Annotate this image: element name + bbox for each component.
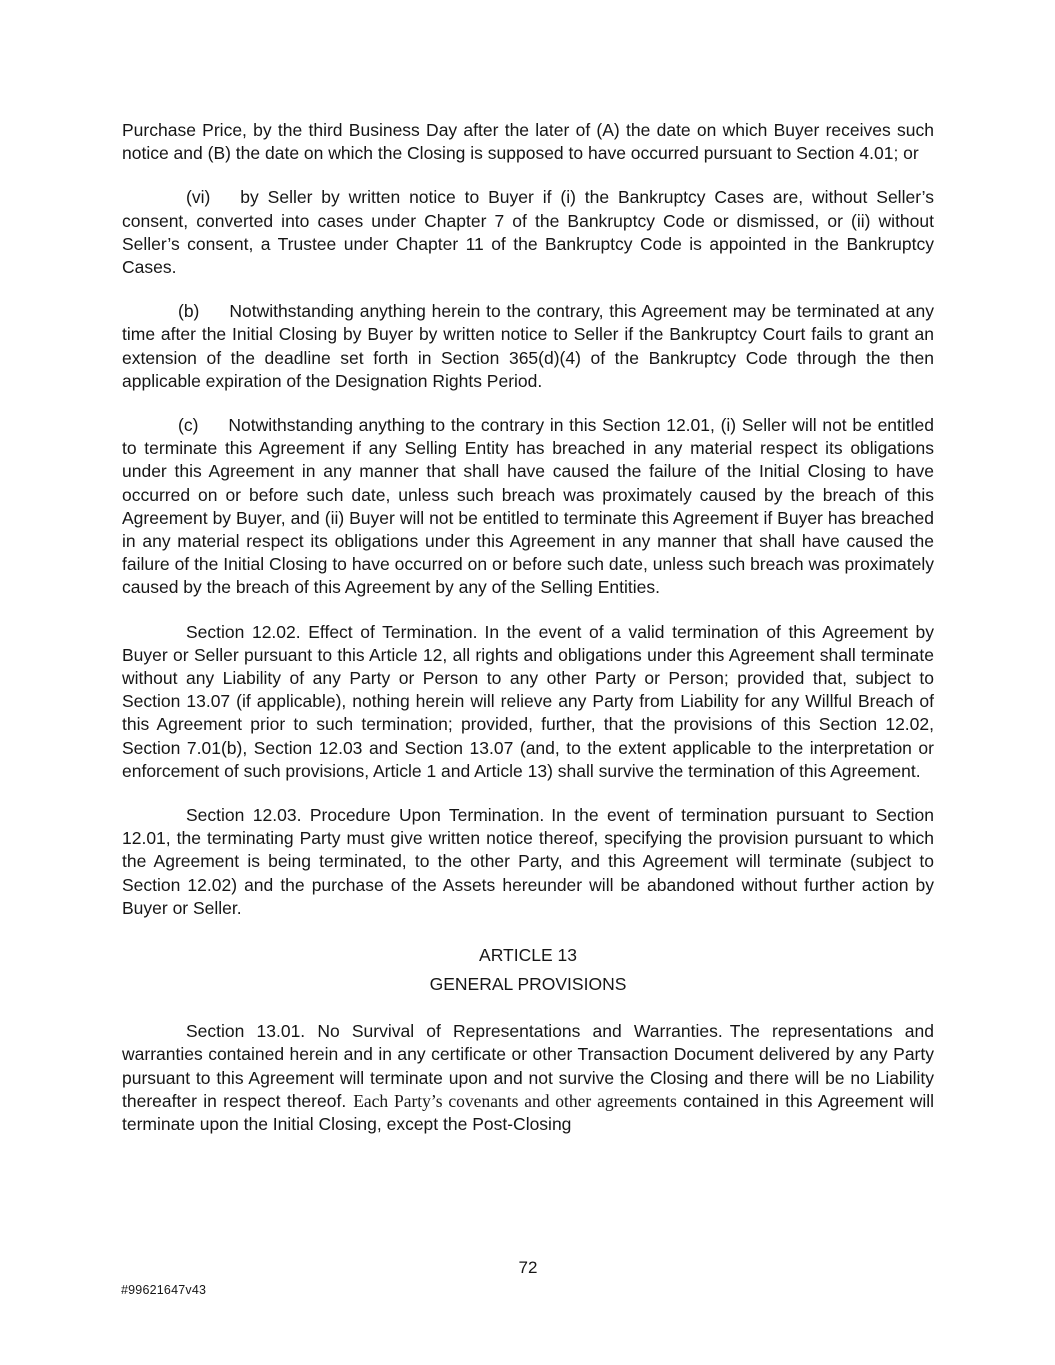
section-13-01-text-sans: The representations and warranties contained herein and in any certificate or other Transaction Document delivered by any Party pursuant to this Agreement will terminate upon and not survive the Closing and there will be no Liability thereafter in respect thereof.	[122, 1021, 934, 1111]
paragraph-b-label: (b)	[178, 301, 200, 322]
section-13-01-text-sans-cont: contained in this Agreement will terminate upon the Initial Closing, except the Post-Closing	[122, 1090, 934, 1134]
section-12-02-text: In the event of a valid termination of this Agreement by Buyer or Seller pursuant to this Article 12, all rights and obligations under this Agreement shall terminate without any Liability of any Party or Person to any other Party or Person; provided that, subject to Section 13.07 (if applicable), nothing herein will relieve any Party from Liability for any Willful Breach of this Agreement prior to such termination; provided, further, that the provisions of this Section 12.02, Section 7.01(b), Section 12.03 and Section 13.07 (and, to the extent applicable to the interpretation or enforcement of such provisions, Article 1 and Article 13) shall survive the termination of this Agreement.	[122, 621, 934, 781]
paragraph-b-text: Notwithstanding anything herein to the contrary, this Agreement may be terminated at any time after the Initial Closing by Buyer by written notice to Seller if the Bankruptcy Court fails to grant an extension of the deadline set forth in Section 365(d)(4) of the Bankruptcy Code through the then applicable expiration of the Designation Rights Period.	[122, 301, 934, 391]
section-12-03-label: Section 12.03.	[186, 805, 302, 826]
paragraph-section-13-01	[122, 1020, 934, 1136]
section-12-02-label: Section 12.02.	[186, 621, 301, 642]
paragraph-clause-continuation	[122, 119, 934, 165]
paragraph-c-text: Notwithstanding anything to the contrary in this Section 12.01, (i) Seller will not be entitled to terminate this Agreement if any Selling Entity has breached in any material respect its obligations under this Agreement in any manner that shall have caused the failure of the Initial Closing to have occurred on or before such date, unless such breach was proximately caused by the breach of this Agreement by Buyer, and (ii) Buyer will not be entitled to terminate this Agreement if Buyer has breached in any material respect its obligations under this Agreement in any manner that shall have caused the failure of the Initial Closing to have occurred on or before such date, unless such breach was proximately caused by the breach of this Agreement by any of the Selling Entities.	[122, 415, 934, 598]
section-12-02-title: Effect of Termination.	[308, 621, 478, 642]
paragraph-section-12-03	[122, 804, 934, 920]
section-13-01-title: No Survival of Representations and Warranties.	[317, 1021, 723, 1042]
clause-vi-label: (vi)	[186, 187, 211, 208]
document-body	[122, 119, 934, 1157]
article-13-title: GENERAL PROVISIONS	[429, 974, 627, 995]
paragraph-clause-vi	[122, 186, 934, 279]
clause-continuation-text: Purchase Price, by the third Business Day after the later of (A) the date on which Buyer receives such notice and (B) the date on which the Closing is supposed to have occurred pursuant to Section 4.01; or	[122, 120, 934, 164]
paragraph-section-12-02	[122, 621, 934, 783]
clause-vi-text: by Seller by written notice to Buyer if (i) the Bankruptcy Cases are, without Seller’s consent, converted into cases under Chapter 7 of the Bankruptcy Code or dismissed, or (ii) without Seller’s consent, a Trustee under Chapter 11 of the Bankruptcy Code is appointed in the Bankruptcy Cases.	[122, 187, 934, 278]
paragraph-c-label: (c)	[178, 415, 199, 436]
paragraph-12-01-b	[122, 300, 934, 393]
article-13-number: ARTICLE 13	[479, 945, 577, 966]
section-12-03-text: In the event of termination pursuant to Section 12.01, the terminating Party must give written notice thereof, specifying the provision pursuant to which the Agreement is being terminated, to the other Party, and this Agreement will terminate (subject to Section 12.02) and the purchase of the Assets hereunder will be abandoned without further action by Buyer or Seller.	[122, 805, 935, 918]
paragraph-12-01-c	[122, 414, 934, 600]
section-13-01-label: Section 13.01.	[186, 1021, 306, 1042]
section-13-01-text-serif: Each Party’s covenants and other agreements	[353, 1090, 677, 1111]
article-13-heading	[122, 941, 934, 999]
page-number: 72	[518, 1258, 538, 1277]
document-id-stamp: #99621647v43	[121, 1283, 207, 1297]
section-12-03-title: Procedure Upon Termination.	[309, 805, 545, 826]
